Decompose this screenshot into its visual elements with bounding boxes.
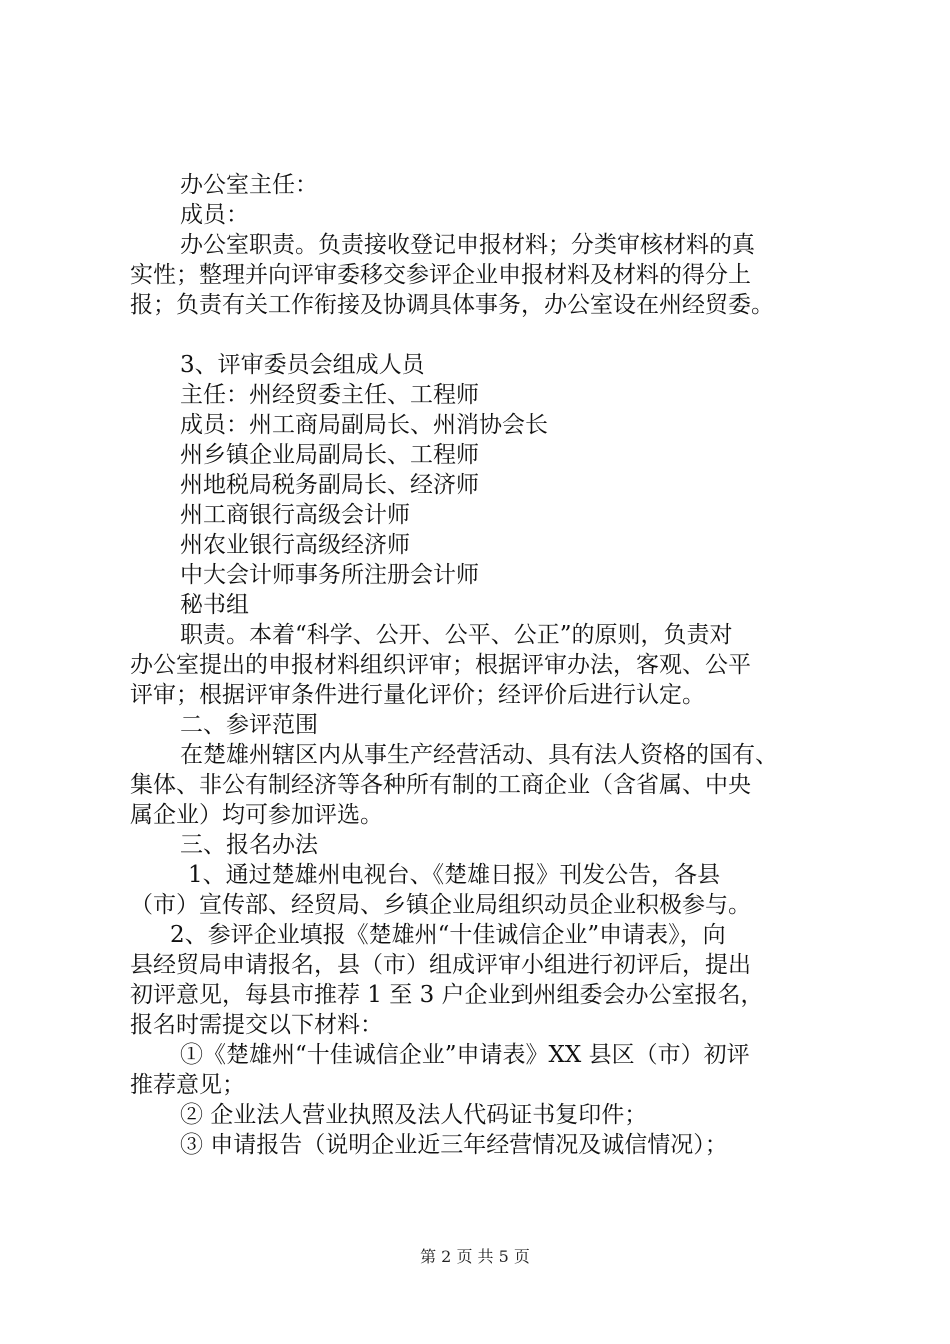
text-line: 职责。本着“科学、公开、公平、公正”的原则，负责对 <box>180 622 733 648</box>
text-line: ③ 申请报告（说明企业近三年经营情况及诚信情况）； <box>180 1132 728 1158</box>
text-line: （市）宣传部、经贸局、乡镇企业局组织动员企业积极参与。 <box>130 892 751 918</box>
text-line: 二、参评范围 <box>180 712 318 738</box>
text-line: 报名时需提交以下材料： <box>130 1012 383 1038</box>
text-line: 3、评审委员会组成人员 <box>180 352 425 378</box>
text-line: 实性；整理并向评审委移交参评企业申报材料及材料的得分上 <box>130 262 751 288</box>
text-line: 1、通过楚雄州电视台、《楚雄日报》刊发公告，各县 <box>188 862 721 888</box>
text-line: 报；负责有关工作衔接及协调具体事务，办公室设在州经贸委。 <box>130 292 774 318</box>
text-line: 州地税局税务副局长、经济师 <box>180 472 479 498</box>
blank-line <box>130 320 840 350</box>
text-line: 州工商银行高级会计师 <box>180 502 410 528</box>
text-line: ② 企业法人营业执照及法人代码证书复印件； <box>180 1102 648 1128</box>
text-line: 属企业）均可参加评选。 <box>130 802 383 828</box>
text-line: 集体、非公有制经济等各种所有制的工商企业（含省属、中央 <box>130 772 751 798</box>
text-line: 评审；根据评审条件进行量化评价；经评价后进行认定。 <box>130 682 705 708</box>
text-line: 2、参评企业填报《楚雄州“十佳诚信企业”申请表》，向 <box>170 922 726 948</box>
text-line: 在楚雄州辖区内从事生产经营活动、具有法人资格的国有、 <box>180 742 778 768</box>
text-line: 办公室提出的申报材料组织评审；根据评审办法，客观、公平 <box>130 652 751 678</box>
text-line: 办公室职责。负责接收登记申报材料；分类审核材料的真 <box>180 232 755 258</box>
text-line: 成员：州工商局副局长、州消协会长 <box>180 412 548 438</box>
page-footer: 第 2 页 共 5 页 <box>420 1247 530 1266</box>
text-line: 办公室主任： <box>180 172 318 198</box>
text-line: ①《楚雄州“十佳诚信企业”申请表》XX 县区（市）初评 <box>180 1042 750 1068</box>
text-line: 推荐意见； <box>130 1072 245 1098</box>
text-line: 县经贸局申请报名，县（市）组成评审小组进行初评后，提出 <box>130 952 751 978</box>
text-line: 州农业银行高级经济师 <box>180 532 410 558</box>
document-body <box>130 170 840 1160</box>
text-line: 中大会计师事务所注册会计师 <box>180 562 479 588</box>
text-line: 州乡镇企业局副局长、工程师 <box>180 442 479 468</box>
text-line: 三、报名办法 <box>180 832 318 858</box>
text-line: 秘书组 <box>180 592 249 618</box>
text-line: 初评意见，每县市推荐 1 至 3 户企业到州组委会办公室报名， <box>130 982 764 1008</box>
text-line: 主任：州经贸委主任、工程师 <box>180 382 479 408</box>
text-line: 成员： <box>180 202 249 228</box>
